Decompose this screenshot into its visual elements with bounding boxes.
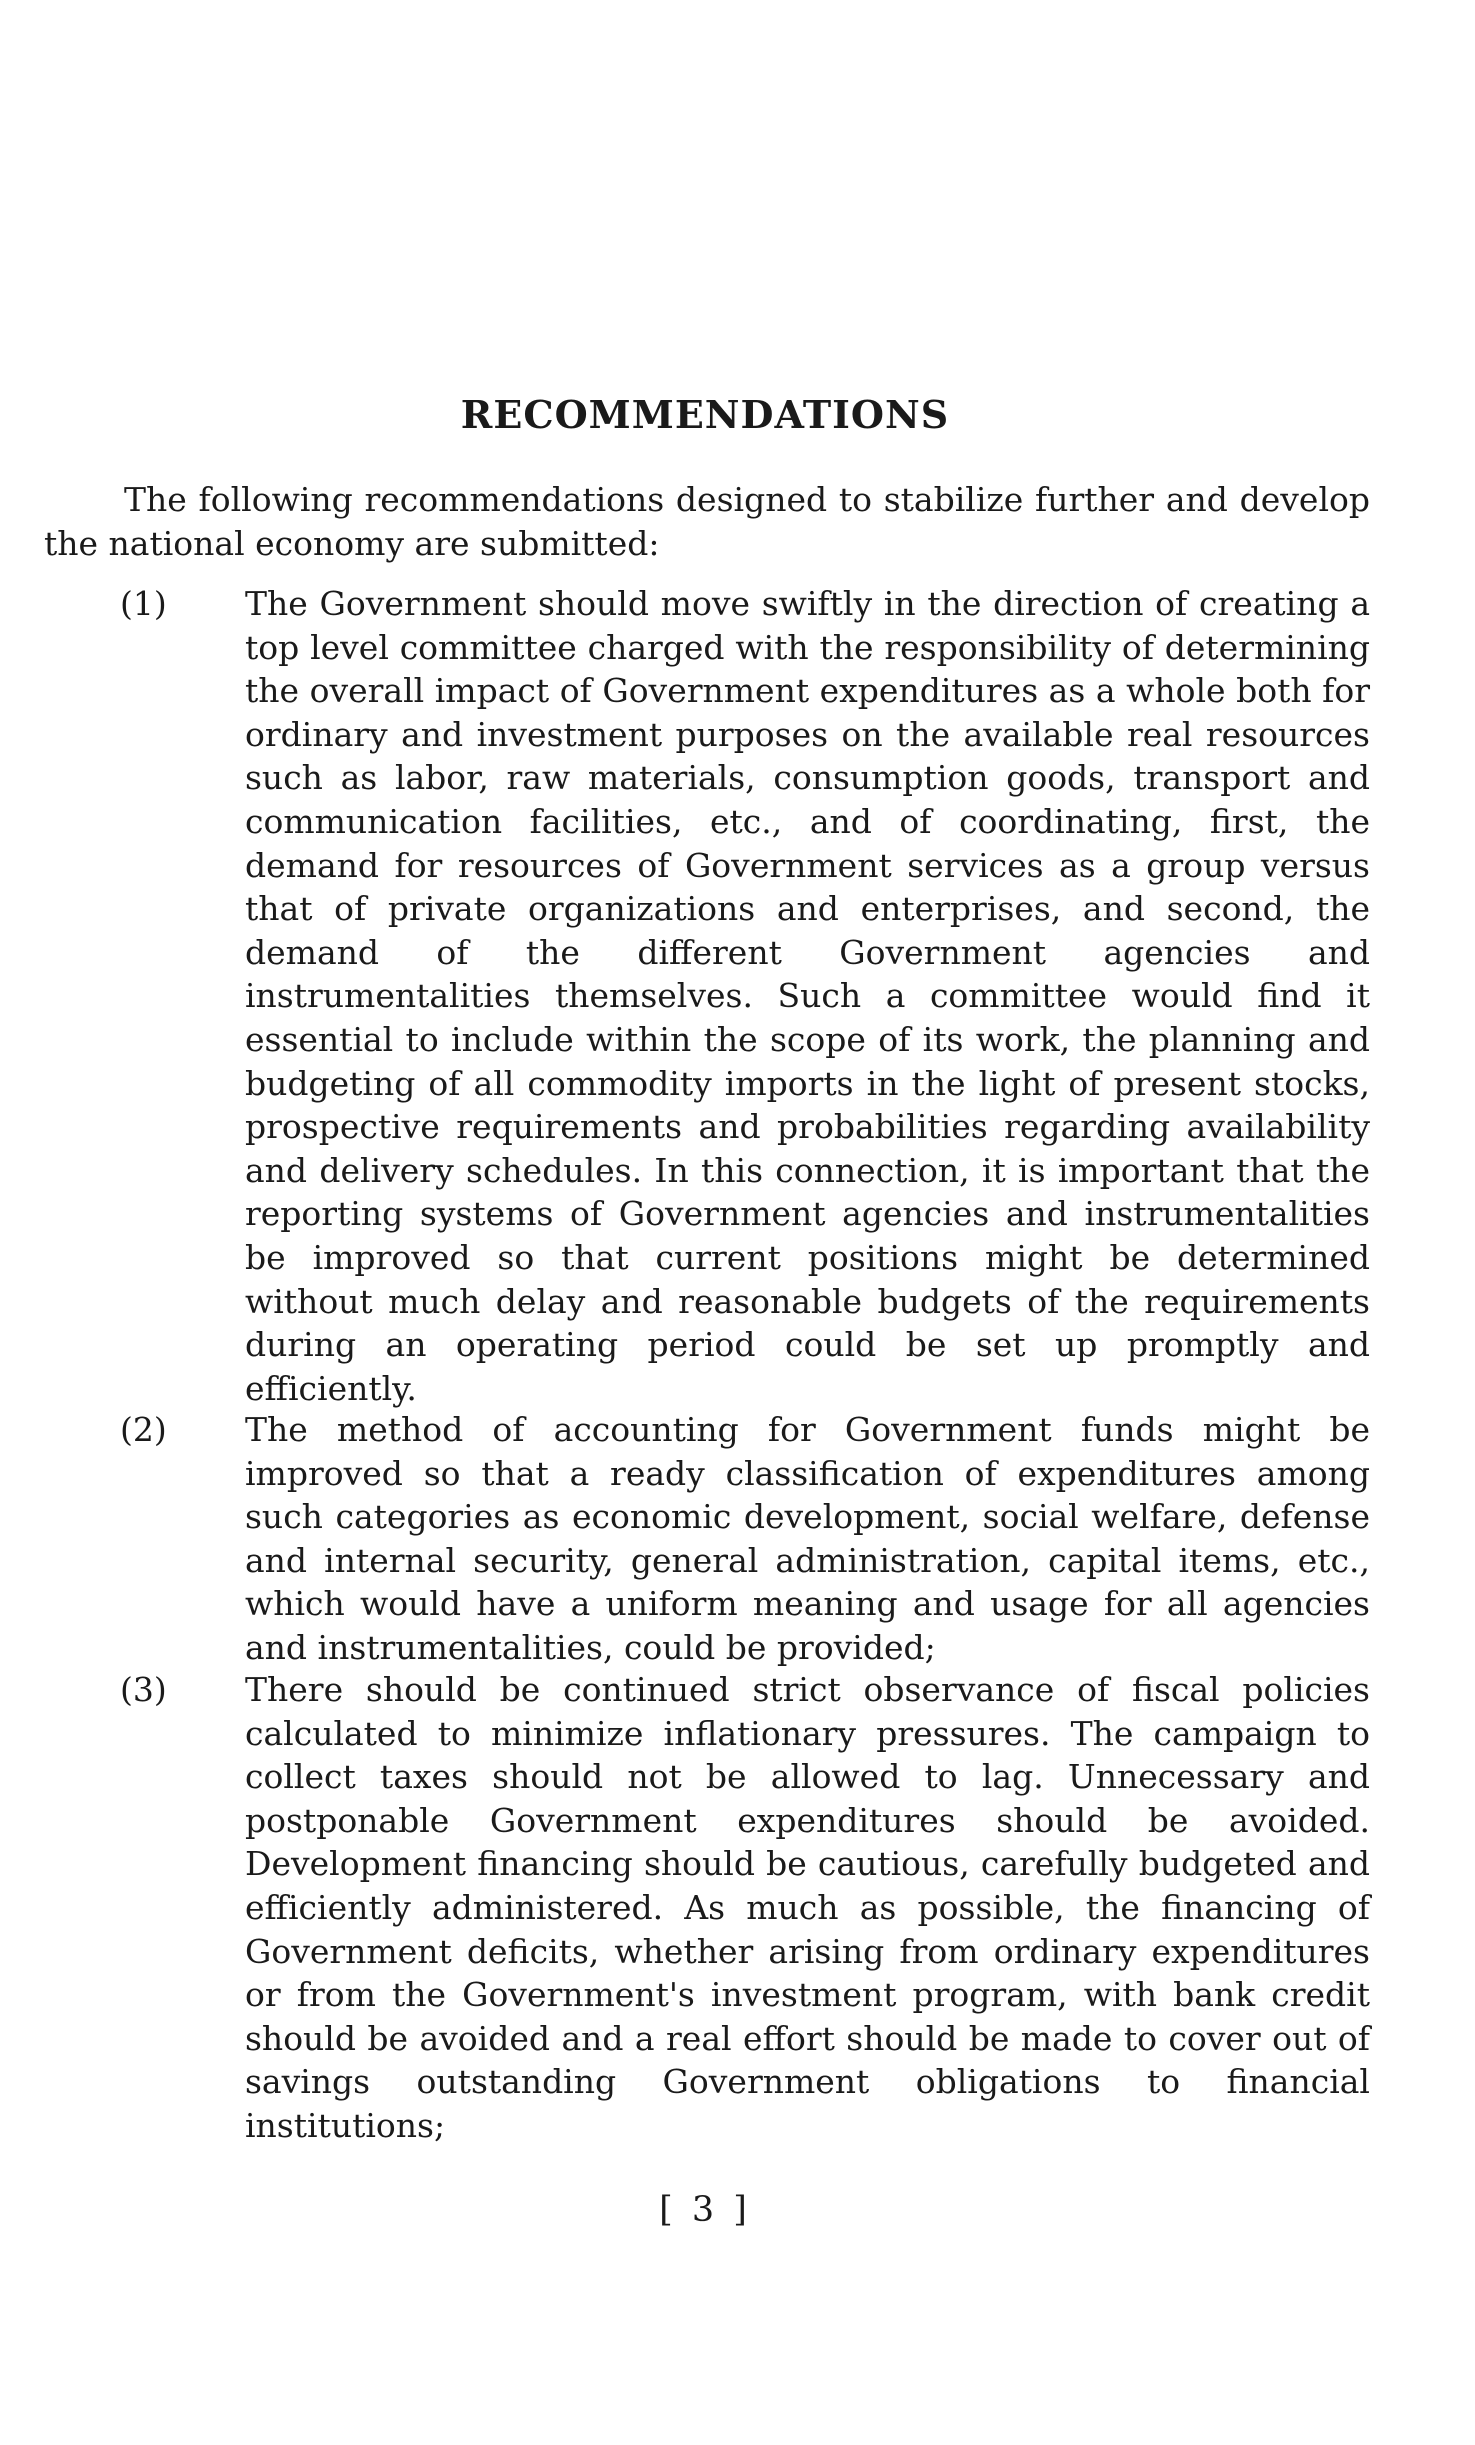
recommendation-number: (1) bbox=[120, 584, 167, 623]
recommendation-item bbox=[120, 1668, 1370, 2148]
recommendation-text: There should be continued strict observance of fiscal policies calculated to minimize inflationary pressures. The campaign to collect taxes should not be allowed to lag. Unnecessary and postponable Government expenditures should be avoided. Development financing should be cautious, carefully budgeted and efficiently administered. As much as possible, the financing of Government deficits, whether arising from ordinary expenditures or from the Government's investment program, with bank credit should be avoided and a real effort should be made to cover out of savings outstanding Government obligations to financial institutions; bbox=[245, 1670, 1370, 2145]
recommendation-item bbox=[120, 1408, 1370, 1670]
page-title: RECOMMENDATIONS bbox=[460, 392, 950, 437]
recommendation-item bbox=[120, 582, 1370, 1410]
recommendation-number: (3) bbox=[120, 1670, 167, 1709]
page-number: [ 3 ] bbox=[659, 2190, 751, 2230]
recommendation-text: The Government should move swiftly in the direction of creating a top level committee charged with the responsibility of determining the overall impact of Government expenditures as a whole both for ordinary and investment purposes on the available real resources such as labor, raw materials, consumption goods, transport and communication facilities, etc., and of coordinating, first, the demand for resources of Government services as a group versus that of private organizations and enterprises, and second, the demand of the different Government agencies and instrumentalities themselves. Such a committee would find it essential to include within the scope of its work, the planning and budgeting of all commodity imports in the light of present stocks, prospective requirements and probabilities regarding availability and delivery schedules. In this connection, it is important that the reporting systems of Government agencies and instrumentalities be improved so that current positions might be determined without much delay and reasonable budgets of the requirements during an operating period could be set up promptly and efficiently. bbox=[245, 584, 1370, 1408]
recommendation-text: The method of accounting for Government funds might be improved so that a ready classification of expenditures among such categories as economic development, social welfare, defense and internal security, general administration, capital items, etc., which would have a uniform meaning and usage for all agencies and instrumentalities, could be provided; bbox=[245, 1410, 1370, 1667]
recommendation-number: (2) bbox=[120, 1410, 167, 1449]
intro-paragraph: The following recommendations designed to stabilize further and develop the national economy are submitted: bbox=[44, 480, 1370, 563]
